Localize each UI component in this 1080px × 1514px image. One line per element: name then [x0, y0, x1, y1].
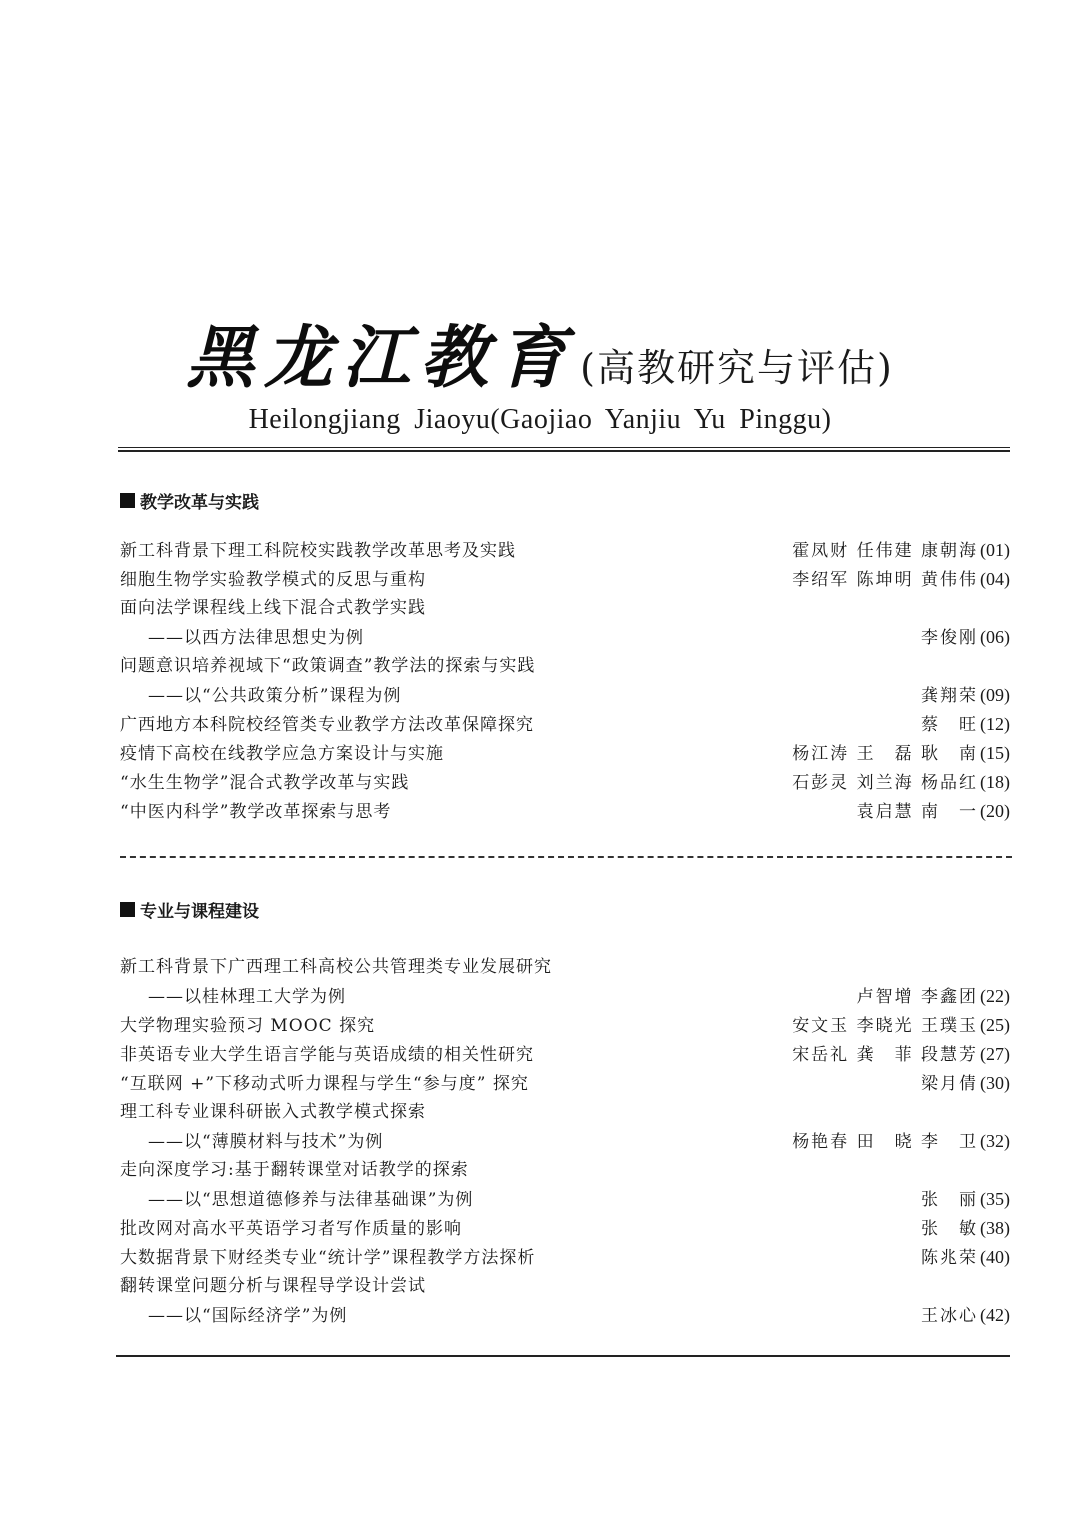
toc-entry-authors: 袁启慧 南 一	[856, 802, 978, 822]
toc-entry-page-number: (25)	[980, 1015, 1010, 1035]
footer-rule	[116, 1355, 1010, 1357]
toc-entry-meta	[921, 681, 1010, 711]
toc-entry-subtitle: ——以桂林理工大学为例	[148, 987, 346, 1007]
square-bullet-icon	[120, 902, 135, 917]
toc-entry-meta	[792, 565, 1010, 595]
toc-entry-page-number: (06)	[980, 627, 1010, 647]
toc-entry[interactable]	[120, 710, 1010, 739]
toc-entry-meta	[921, 1243, 1010, 1273]
toc-entry[interactable]	[120, 739, 1010, 768]
toc-entry-authors: 王冰心	[921, 1306, 978, 1326]
toc-entry-meta	[921, 623, 1010, 653]
toc-entry-authors: 李俊刚	[921, 628, 978, 648]
toc-entry-authors: 张 丽	[921, 1190, 978, 1210]
toc-entry-subtitle: ——以西方法律思想史为例	[148, 628, 364, 648]
toc-entry-meta	[792, 536, 1010, 566]
toc-entry-meta	[921, 710, 1010, 740]
toc-entry-title: 大数据背景下财经类专业“统计学”课程教学方法探析	[120, 1248, 536, 1268]
toc-entry-subtitle: ——以“薄膜材料与技术”为例	[148, 1132, 384, 1152]
toc-entry-meta	[857, 797, 1010, 827]
section-heading-label: 专业与课程建设	[140, 902, 259, 922]
toc-entry-meta	[792, 1040, 1010, 1070]
toc-entry-authors: 梁月倩	[921, 1074, 978, 1094]
toc-entry[interactable]	[120, 1214, 1010, 1243]
masthead	[0, 318, 1080, 436]
toc-entry[interactable]	[120, 623, 1010, 652]
toc-entry-page-number: (12)	[980, 714, 1010, 734]
toc-entry[interactable]	[120, 681, 1010, 710]
toc-entry-authors: 李绍军 陈坤明 黄伟伟	[792, 570, 978, 590]
toc-entry-meta	[792, 739, 1010, 769]
toc-entry[interactable]	[120, 1156, 1010, 1185]
section-heading-curriculum-building	[120, 897, 259, 922]
toc-entry-title: 新工科背景下理工科院校实践教学改革思考及实践	[120, 541, 516, 561]
toc-entry-title: 问题意识培养视域下“政策调查”教学法的探索与实践	[120, 656, 536, 676]
section-divider	[120, 856, 1012, 858]
toc-entry[interactable]	[120, 1127, 1010, 1156]
toc-entry-title: 理工科专业课科研嵌入式教学模式探索	[120, 1102, 426, 1122]
toc-entry-meta	[792, 768, 1010, 798]
toc-entry-page-number: (20)	[980, 801, 1010, 821]
square-bullet-icon	[120, 493, 135, 508]
toc-entry-authors: 宋岳礼 龚 菲 段慧芳	[792, 1045, 978, 1065]
toc-list-teaching-reform	[120, 536, 1010, 826]
toc-entry-title: 大学物理实验预习 MOOC 探究	[120, 1016, 376, 1036]
toc-entry[interactable]	[120, 1301, 1010, 1330]
toc-entry-meta	[921, 1301, 1010, 1331]
toc-list-curriculum-building	[120, 953, 1010, 1330]
toc-entry-title: “中医内科学”教学改革探索与思考	[120, 802, 392, 822]
toc-entry-subtitle: ——以“公共政策分析”课程为例	[148, 686, 402, 706]
toc-entry-page-number: (09)	[980, 685, 1010, 705]
toc-entry-authors: 龚翔荣	[921, 686, 978, 706]
toc-entry-authors: 蔡 旺	[921, 715, 978, 735]
toc-entry-meta	[857, 982, 1010, 1012]
toc-entry[interactable]	[120, 1098, 1010, 1127]
toc-entry[interactable]	[120, 565, 1010, 594]
toc-entry[interactable]	[120, 953, 1010, 982]
toc-entry-title: 翻转课堂问题分析与课程导学设计尝试	[120, 1276, 426, 1296]
section-heading-label: 教学改革与实践	[140, 493, 259, 513]
toc-entry-title: “水生生物学”混合式教学改革与实践	[120, 773, 410, 793]
toc-entry-title: “互联网 +”下移动式听力课程与学生“参与度” 探究	[120, 1074, 529, 1094]
journal-title-line	[0, 318, 1080, 398]
toc-entry[interactable]	[120, 536, 1010, 565]
toc-entry-meta	[921, 1185, 1010, 1215]
toc-entry-page-number: (04)	[980, 569, 1010, 589]
toc-entry-meta	[921, 1069, 1010, 1099]
toc-entry-authors: 卢智增 李鑫团	[856, 987, 978, 1007]
toc-entry-title: 广西地方本科院校经管类专业教学方法改革保障探究	[120, 715, 534, 735]
toc-entry-meta	[792, 1011, 1010, 1041]
toc-entry[interactable]	[120, 652, 1010, 681]
toc-entry[interactable]	[120, 1272, 1010, 1301]
header-rule	[118, 447, 1010, 452]
toc-entry-page-number: (32)	[980, 1131, 1010, 1151]
toc-entry-title: 细胞生物学实验教学模式的反思与重构	[120, 570, 426, 590]
toc-entry[interactable]	[120, 982, 1010, 1011]
toc-entry-subtitle: ——以“思想道德修养与法律基础课”为例	[148, 1190, 474, 1210]
journal-title-english: Heilongjiang Jiaoyu(Gaojiao Yanjiu Yu Pinggu)	[248, 404, 832, 435]
section-heading-teaching-reform	[120, 488, 259, 513]
toc-entry-meta	[792, 1127, 1010, 1157]
toc-entry-page-number: (27)	[980, 1044, 1010, 1064]
journal-title: 黑龙江教育	[186, 318, 577, 398]
toc-entry-title: 疫情下高校在线教学应急方案设计与实施	[120, 744, 444, 764]
toc-entry[interactable]	[120, 1243, 1010, 1272]
toc-entry-page-number: (22)	[980, 986, 1010, 1006]
toc-entry-authors: 杨艳春 田 晓 李 卫	[792, 1132, 978, 1152]
toc-entry-title: 批改网对高水平英语学习者写作质量的影响	[120, 1219, 462, 1239]
toc-entry-meta	[921, 1214, 1010, 1244]
toc-entry-authors: 杨江涛 王 磊 耿 南	[792, 744, 978, 764]
journal-subtitle: (高教研究与评估)	[580, 346, 894, 390]
toc-entry-authors: 石彭灵 刘兰海 杨品红	[792, 773, 978, 793]
toc-entry[interactable]	[120, 1069, 1010, 1098]
toc-entry-subtitle: ——以“国际经济学”为例	[148, 1306, 348, 1326]
toc-entry[interactable]	[120, 1040, 1010, 1069]
toc-entry-title: 新工科背景下广西理工科高校公共管理类专业发展研究	[120, 957, 552, 977]
toc-entry-authors: 安文玉 李晓光 王璞玉	[792, 1016, 978, 1036]
toc-entry[interactable]	[120, 1185, 1010, 1214]
toc-entry[interactable]	[120, 768, 1010, 797]
toc-entry-page-number: (18)	[980, 772, 1010, 792]
toc-entry-page-number: (40)	[980, 1247, 1010, 1267]
toc-entry-title: 面向法学课程线上线下混合式教学实践	[120, 598, 426, 618]
toc-entry-authors: 张 敏	[921, 1219, 978, 1239]
toc-entry-page-number: (15)	[980, 743, 1010, 763]
toc-entry-authors: 陈兆荣	[921, 1248, 978, 1268]
toc-entry[interactable]	[120, 797, 1010, 826]
toc-entry-title: 走向深度学习:基于翻转课堂对话教学的探索	[120, 1160, 469, 1180]
toc-entry[interactable]	[120, 1011, 1010, 1040]
toc-entry-title: 非英语专业大学生语言学能与英语成绩的相关性研究	[120, 1045, 534, 1065]
toc-entry-page-number: (01)	[980, 540, 1010, 560]
toc-entry-authors: 霍凤财 任伟建 康朝海	[792, 541, 978, 561]
toc-entry-page-number: (35)	[980, 1189, 1010, 1209]
toc-entry-page-number: (38)	[980, 1218, 1010, 1238]
toc-entry[interactable]	[120, 594, 1010, 623]
toc-entry-page-number: (42)	[980, 1305, 1010, 1325]
toc-entry-page-number: (30)	[980, 1073, 1010, 1093]
